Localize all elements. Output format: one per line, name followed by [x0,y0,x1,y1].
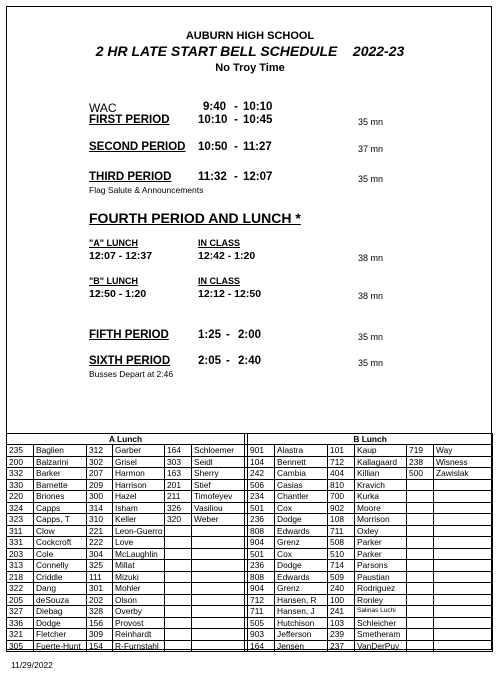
room-number-cell: 200 [7,456,34,468]
teacher-name-cell [434,514,493,526]
room-number-cell: 901 [248,445,275,457]
room-number-cell [407,606,434,618]
teacher-name-cell [192,629,245,641]
room-number-cell: 300 [87,491,113,503]
teacher-name-cell: Alastra [275,445,328,457]
fifth-period-end: 2:00 [238,329,262,341]
room-number-cell [407,537,434,549]
teacher-name-cell: Smetheram [355,629,407,641]
room-number-cell: 330 [7,479,34,491]
room-number-cell: 222 [87,537,113,549]
room-number-cell [165,606,192,618]
second-period-label: SECOND PERIOD [89,141,186,153]
schedule-subtitle: No Troy Time [215,62,285,74]
teacher-name-cell: Briones [34,491,87,503]
teacher-name-cell: Harrison [113,479,165,491]
room-number-cell: 320 [165,514,192,526]
room-number-cell [165,537,192,549]
room-number-cell: 501 [248,502,275,514]
a-lunch-label: "A" LUNCH [89,238,139,248]
teacher-name-cell: Wisness [434,456,493,468]
school-year: 2022-23 [352,43,405,59]
room-number-cell [165,571,192,583]
teacher-name-cell: Zawislak [434,468,493,480]
table-row [7,617,493,629]
room-number-cell: 100 [328,594,355,606]
teacher-name-cell: Kallagaard [355,456,407,468]
room-number-cell: 332 [7,468,34,480]
teacher-name-cell: Fuerte-Hunt [34,640,87,652]
teacher-name-cell: Kurka [355,491,407,503]
room-number-cell: 311 [7,525,34,537]
room-number-cell: 156 [87,617,113,629]
room-number-cell: 902 [328,502,355,514]
room-number-cell: 505 [248,617,275,629]
teacher-name-cell: Cambia [275,468,328,480]
room-number-cell: 111 [87,571,113,583]
room-number-cell: 501 [248,548,275,560]
teacher-name-cell: Weber [192,514,245,526]
teacher-name-cell [192,606,245,618]
room-number-cell: 236 [248,514,275,526]
teacher-name-cell: Balzarini [34,456,87,468]
b-lunch-time: 12:50 - 1:20 [89,288,147,300]
room-number-cell: 808 [248,571,275,583]
a-lunch-title: A Lunch [7,434,245,445]
room-number-cell: 203 [7,548,34,560]
room-number-cell [407,583,434,595]
second-period-duration: 37 mn [358,144,384,154]
teacher-name-cell: Olson [113,594,165,606]
room-number-cell: 325 [87,560,113,572]
third-period-duration: 35 mn [358,174,384,184]
room-number-cell: 164 [165,445,192,457]
room-number-cell [407,640,434,652]
teacher-name-cell: Kaup [355,445,407,457]
a-lunch-class-label: IN CLASS [198,238,241,248]
third-period-dash: - [234,171,238,183]
room-number-cell [165,560,192,572]
sixth-period-start: 2:05 [198,355,222,367]
a-lunch-time: 12:07 - 12:37 [89,250,153,262]
teacher-name-cell: VanDerPuy [355,640,407,652]
room-number-cell: 207 [87,468,113,480]
room-number-cell [407,479,434,491]
room-number-cell [407,525,434,537]
room-number-cell: 237 [328,640,355,652]
room-number-cell: 904 [248,537,275,549]
teacher-name-cell: Jefferson [275,629,328,641]
teacher-name-cell: Baglien [34,445,87,457]
room-number-cell: 104 [248,456,275,468]
teacher-name-cell: Dodge [275,514,328,526]
third-period-start: 11:32 [198,171,227,183]
teacher-name-cell [192,640,245,652]
fifth-period-duration: 35 mn [358,332,384,342]
teacher-name-cell: Timofeyev [192,491,245,503]
room-number-cell: 712 [328,456,355,468]
teacher-name-cell: Dodge [275,560,328,572]
teacher-name-cell [434,479,493,491]
room-number-cell: 331 [7,537,34,549]
room-number-cell [407,514,434,526]
teacher-name-cell: Parker [355,548,407,560]
teacher-name-cell: Connelly [34,560,87,572]
teacher-name-cell [434,560,493,572]
first-period-duration: 35 mn [358,117,384,127]
room-number-cell: 164 [248,640,275,652]
teacher-name-cell: Clow [34,525,87,537]
teacher-name-cell [192,583,245,595]
second-period-end: 11:27 [243,141,272,153]
teacher-name-cell: Stief [192,479,245,491]
room-number-cell: 301 [87,583,113,595]
lunch-roster [6,433,492,652]
second-period-start: 10:50 [198,141,228,153]
room-number-cell: 313 [7,560,34,572]
first-period-start: 10:10 [198,114,228,126]
fifth-period-label: FIFTH PERIOD [89,329,169,341]
b-lunch-title: B Lunch [248,434,493,445]
teacher-name-cell: Casias [275,479,328,491]
teacher-name-cell: McLaughlin [113,548,165,560]
room-number-cell: 303 [165,456,192,468]
teacher-name-cell [192,537,245,549]
teacher-name-cell: R-Furnstahl [113,640,165,652]
teacher-name-cell: Millat [113,560,165,572]
wac-start: 9:40 [203,101,227,113]
table-row [7,571,493,583]
teacher-name-cell [192,548,245,560]
teacher-name-cell: Hazel [113,491,165,503]
room-number-cell: 238 [407,456,434,468]
room-number-cell: 714 [328,560,355,572]
room-number-cell: 711 [248,606,275,618]
table-row [7,594,493,606]
room-number-cell: 322 [7,583,34,595]
teacher-name-cell [434,640,493,652]
teacher-name-cell: Schloemer [192,445,245,457]
teacher-name-cell: Hansen, J [275,606,328,618]
teacher-name-cell: Isham [113,502,165,514]
teacher-name-cell: Edwards [275,525,328,537]
teacher-name-cell: Love [113,537,165,549]
room-number-cell [165,594,192,606]
room-number-cell: 108 [328,514,355,526]
wac-label: WAC [89,101,117,115]
room-number-cell: 205 [7,594,34,606]
room-number-cell: 712 [248,594,275,606]
teacher-name-cell: Harmon [113,468,165,480]
a-lunch-class-time: 12:42 - 1:20 [198,250,256,262]
table-row [7,640,493,652]
teacher-name-cell: Paustian [355,571,407,583]
teacher-name-cell: Leon-Guerro [113,525,165,537]
table-row [7,445,493,457]
room-number-cell [407,548,434,560]
teacher-name-cell: Cockcroft [34,537,87,549]
room-number-cell [407,502,434,514]
room-number-cell: 323 [7,514,34,526]
teacher-name-cell: Grisel [113,456,165,468]
table-row [7,606,493,618]
room-number-cell: 218 [7,571,34,583]
room-number-cell [165,525,192,537]
teacher-name-cell: Chantler [275,491,328,503]
room-number-cell [407,617,434,629]
schedule-title [0,43,500,59]
room-number-cell [165,640,192,652]
room-number-cell: 500 [407,468,434,480]
room-number-cell: 321 [7,629,34,641]
wac-end: 10:10 [243,101,273,113]
a-lunch-duration: 38 mn [358,253,384,263]
room-number-cell: 404 [328,468,355,480]
room-number-cell [407,571,434,583]
teacher-name-cell [192,617,245,629]
teacher-name-cell: Barnette [34,479,87,491]
room-number-cell: 508 [328,537,355,549]
teacher-name-cell [434,502,493,514]
third-period-end: 12:07 [243,171,273,183]
teacher-name-cell: Cole [34,548,87,560]
teacher-name-cell: Bennett [275,456,328,468]
b-lunch-class-label: IN CLASS [198,276,241,286]
teacher-name-cell: Sherry [192,468,245,480]
fifth-period-start: 1:25 [198,329,222,341]
sixth-period-note: Busses Depart at 2:46 [89,369,174,379]
room-number-cell: 220 [7,491,34,503]
teacher-name-cell: Overby [113,606,165,618]
room-number-cell: 240 [328,583,355,595]
room-number-cell: 103 [328,617,355,629]
first-period-label: FIRST PERIOD [89,114,170,126]
teacher-name-cell: Cox [275,548,328,560]
teacher-name-cell: Hansen, R [275,594,328,606]
room-number-cell: 163 [165,468,192,480]
table-row [7,491,493,503]
b-lunch-duration: 38 mn [358,291,384,301]
teacher-name-cell: Killian [355,468,407,480]
teacher-name-cell: Provost [113,617,165,629]
teacher-name-cell: Mizuki [113,571,165,583]
teacher-name-cell: Schleicher [355,617,407,629]
teacher-name-cell: Reinhardt [113,629,165,641]
table-row [7,537,493,549]
room-number-cell: 154 [87,640,113,652]
wac-dash: - [234,101,238,113]
table-row [7,560,493,572]
teacher-name-cell: Capps [34,502,87,514]
b-lunch-class-time: 12:12 - 12:50 [198,288,262,300]
fourth-period-title: FOURTH PERIOD AND LUNCH * [89,210,301,226]
sixth-period-dash: - [226,355,230,367]
teacher-name-cell: Cox [275,502,328,514]
teacher-name-cell [434,537,493,549]
teacher-name-cell: Dodge [34,617,87,629]
room-number-cell: 221 [87,525,113,537]
teacher-name-cell [434,548,493,560]
table-row [7,583,493,595]
teacher-name-cell: Seidl [192,456,245,468]
teacher-name-cell [434,629,493,641]
room-number-cell [165,629,192,641]
room-number-cell: 312 [87,445,113,457]
table-row [7,525,493,537]
room-number-cell: 719 [407,445,434,457]
room-number-cell: 209 [87,479,113,491]
room-number-cell: 201 [165,479,192,491]
room-number-cell [407,594,434,606]
table-row [7,548,493,560]
room-number-cell: 808 [248,525,275,537]
teacher-name-cell [434,491,493,503]
room-number-cell: 101 [328,445,355,457]
roster-table [6,433,493,652]
teacher-name-cell: Fletcher [34,629,87,641]
room-number-cell: 506 [248,479,275,491]
room-number-cell: 202 [87,594,113,606]
room-number-cell: 328 [87,606,113,618]
room-number-cell: 336 [7,617,34,629]
teacher-name-cell: Grenz [275,537,328,549]
third-period-label: THIRD PERIOD [89,171,172,183]
room-number-cell [165,617,192,629]
teacher-name-cell [434,571,493,583]
teacher-name-cell: Grenz [275,583,328,595]
teacher-name-cell [434,606,493,618]
room-number-cell [407,491,434,503]
room-number-cell: 302 [87,456,113,468]
room-number-cell: 711 [328,525,355,537]
b-lunch-label: "B" LUNCH [89,276,139,286]
teacher-name-cell: Oxley [355,525,407,537]
room-number-cell: 310 [87,514,113,526]
sixth-period-duration: 35 mn [358,358,384,368]
table-row [7,456,493,468]
teacher-name-cell [434,594,493,606]
room-number-cell: 236 [248,560,275,572]
room-number-cell: 309 [87,629,113,641]
teacher-name-cell [192,560,245,572]
room-number-cell [407,629,434,641]
table-row [7,514,493,526]
room-number-cell [407,560,434,572]
teacher-name-cell: Criddle [34,571,87,583]
table-row [7,629,493,641]
first-period-dash: - [234,114,238,126]
room-number-cell: 509 [328,571,355,583]
room-number-cell: 211 [165,491,192,503]
teacher-name-cell [192,525,245,537]
room-number-cell: 510 [328,548,355,560]
school-name: AUBURN HIGH SCHOOL [185,30,315,42]
room-number-cell: 314 [87,502,113,514]
sixth-period-end: 2:40 [238,355,262,367]
teacher-name-cell [192,594,245,606]
table-row [7,479,493,491]
teacher-name-cell [434,583,493,595]
second-period-dash: - [234,141,238,153]
print-date: 11/29/2022 [11,660,53,670]
room-number-cell: 903 [248,629,275,641]
table-row [7,468,493,480]
third-period-note: Flag Salute & Announcements [89,185,204,195]
room-number-cell: 241 [328,606,355,618]
teacher-name-cell: Way [434,445,493,457]
fifth-period-dash: - [226,329,230,341]
teacher-name-cell: Jensen [275,640,328,652]
room-number-cell: 305 [7,640,34,652]
title-text: 2 HR LATE START BELL SCHEDULE [95,43,338,59]
room-number-cell: 242 [248,468,275,480]
teacher-name-cell [434,525,493,537]
teacher-name-cell: Vasiliou [192,502,245,514]
teacher-name-cell: deSouza [34,594,87,606]
room-number-cell: 324 [7,502,34,514]
teacher-name-cell: Capps, T [34,514,87,526]
teacher-name-cell: Morrison [355,514,407,526]
room-number-cell: 239 [328,629,355,641]
room-number-cell: 327 [7,606,34,618]
teacher-name-cell [434,617,493,629]
roster-header-row [7,434,493,445]
room-number-cell: 810 [328,479,355,491]
teacher-name-cell: Salinas Luchi [355,606,407,618]
teacher-name-cell: Kravich [355,479,407,491]
room-number-cell [165,583,192,595]
teacher-name-cell: Parker [355,537,407,549]
room-number-cell: 235 [7,445,34,457]
first-period-end: 10:45 [243,114,273,126]
teacher-name-cell: Moore [355,502,407,514]
teacher-name-cell: Edwards [275,571,328,583]
teacher-name-cell: Rodriguez [355,583,407,595]
room-number-cell: 304 [87,548,113,560]
room-number-cell: 326 [165,502,192,514]
teacher-name-cell: Keller [113,514,165,526]
teacher-name-cell: Barker [34,468,87,480]
teacher-name-cell [192,571,245,583]
teacher-name-cell: Diebag [34,606,87,618]
sixth-period-label: SIXTH PERIOD [89,355,171,367]
room-number-cell [165,548,192,560]
teacher-name-cell: Ronley [355,594,407,606]
room-number-cell: 234 [248,491,275,503]
room-number-cell: 700 [328,491,355,503]
teacher-name-cell: Hutchison [275,617,328,629]
teacher-name-cell: Mohler [113,583,165,595]
room-number-cell: 904 [248,583,275,595]
table-row [7,502,493,514]
teacher-name-cell: Parsons [355,560,407,572]
teacher-name-cell: Dang [34,583,87,595]
teacher-name-cell: Garber [113,445,165,457]
